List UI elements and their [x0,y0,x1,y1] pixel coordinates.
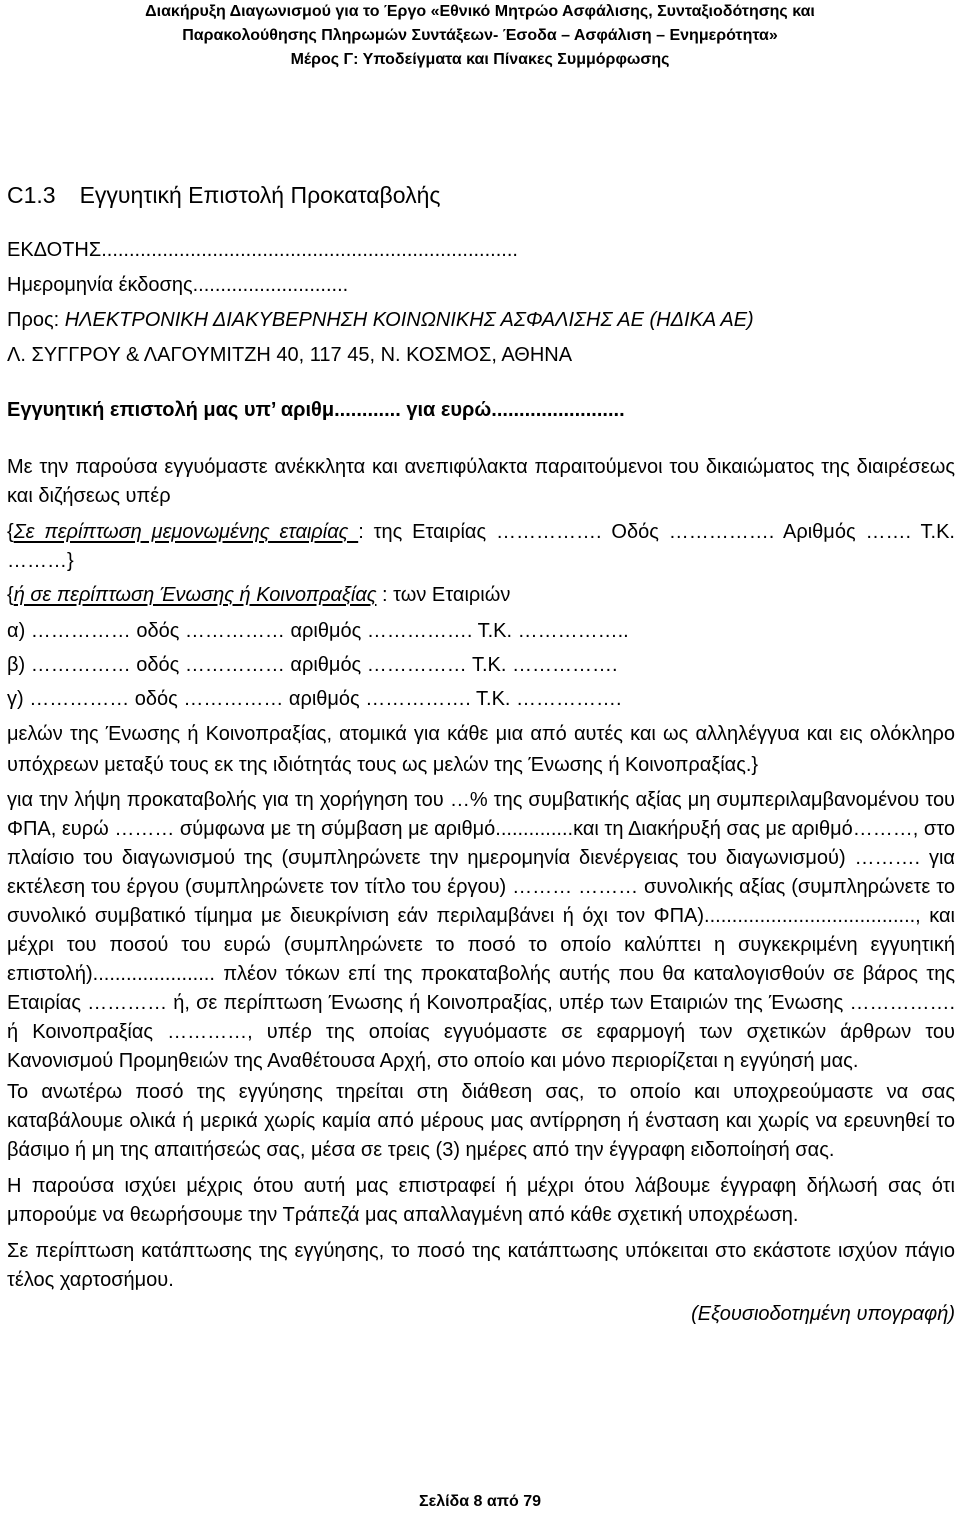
member-line-b: β) …………… οδός …………… αριθμός …………… Τ.Κ. ……………. [7,654,618,676]
members-clause: μελών της Ένωσης ή Κοινοπραξίας, ατομικά για κάθε μια από αυτές και ως αλληλέγγυα και εις ολόκληρο υπόχρεων μεταξύ τους εκ της ιδιότητάς τους ως μελών της Ένωσης ή Κοινοπραξίας.} [7,723,955,776]
section-number: C1.3 [7,182,56,208]
header-title-line-2: Παρακολούθησης Πληρωμών Συντάξεων- Έσοδα – Ασφάλιση – Ενημερότητα» [182,27,778,44]
header-part-line: Μέρος Γ: Υποδείγματα και Πίνακες Συμμόρφωσης [290,51,670,68]
section-title-text: Εγγυητική Επιστολή Προκαταβολής [79,182,441,208]
authorized-signature: (Εξουσιοδοτημένη υπογραφή) [691,1303,955,1325]
member-line-a: α) …………… οδός …………… αριθμός ……………. Τ.Κ. …………….. [7,620,629,642]
single-company-brace: { [7,521,14,543]
single-company-clause [7,518,955,576]
guarantee-body-paragraph: για την λήψη προκαταβολής για τη χορήγηση του …% της συμβατικής αξίας μη συμπεριλαμβανομένου του ΦΠΑ, ευρώ ……… σύμφωνα με τη σύμβαση με αριθμό..............και τη Διακήρυξή σας με αριθμό………, στο πλαίσιο του διαγωνισμού της (συμπληρώνετε την ημερομηνία διενέργειας του διαγωνισμού) ………. για εκτέλεση του έργου (συμπληρώνετε τον τίτλο του έργου) ……… ……… συνολικής αξίας (συμπληρώνετε το συνολικό συμβατικό τίμημα με διευκρίνιση εάν περιλαμβάνει ή όχι τον ΦΠΑ)......................................, και μέχρι του ποσού του ευρώ (συμπληρώνετε το ποσό το οποίο καλύπτει η συγκεκριμένη εγγυητική επιστολή)...................... πλέον τόκων επί της προκαταβολής αυτής που θα καταλογισθούν σε βάρος της Εταιρίας ………… ή, σε περίπτωση Ένωσης ή Κοινοπραξίας, υπέρ των Εταιριών της Ένωσης ……………. ή Κοινοπραξίας …………, υπέρ της οποίας εγγυόμαστε σε εφαρμογή των σχετικών άρθρων του Κανονισμού Προμηθειών της Αναθέτουσα Αρχή, στο οποίο και μόνο περιορίζεται η εγγύησή μας. [7,789,955,1072]
page-number: Σελίδα 8 από 79 [419,1493,541,1510]
recipient-line [7,306,955,334]
document-body [7,180,955,1329]
payment-clause: Το ανωτέρω ποσό της εγγύησης τηρείται στη διάθεση σας, το οποίο και υποχρεούμαστε να σας καταβάλουμε ολικά ή μερικά χωρίς καμία από μέρους μας αντίρρηση ή ένσταση και χωρίς να ερευνηθεί το βάσιμο ή μη της απαιτήσεώς σας, μέσα σε τρεις (3) ημέρες από την έγγραφη ειδοποίησή σας. [7,1081,955,1161]
header-title-line-1: Διακήρυξη Διαγωνισμού για το Έργο «Εθνικό Μητρώο Ασφάλισης, Συνταξιοδότησης και [145,3,815,20]
section-title [7,180,955,210]
validity-clause: Η παρούσα ισχύει μέχρις ότου αυτή μας επιστραφεί ή μέχρι ότου λάβουμε έγγραφη δήλωσή σας ότι μπορούμε να θεωρήσουμε την Τράπεζά μας απαλλαγμένη από κάθε σχετική υποχρέωση. [7,1175,955,1226]
single-company-label: Σε περίπτωση μεμονωμένης εταιρίας [13,521,359,543]
forfeiture-clause: Σε περίπτωση κατάπτωσης της εγγύησης, το ποσό της κατάπτωσης υπόκειται στο εκάστοτε ισχύον πάγιο τέλος χαρτοσήμου. [7,1240,955,1291]
joint-venture-label: ή σε περίπτωση Ένωσης ή Κοινοπραξίας [13,584,377,606]
recipient-address: Λ. ΣΥΓΓΡΟΥ & ΛΑΓΟΥΜΙΤΖΗ 40, 117 45, Ν. ΚΟΣΜΟΣ, ΑΘΗΝΑ [7,344,573,366]
member-line-c: γ) …………… οδός …………… αριθμός ……………. Τ.Κ. ……………. [7,688,622,710]
recipient-label: Προς: [7,309,65,331]
joint-venture-clause [7,581,955,610]
document-header [0,0,960,72]
joint-venture-text: : των Εταιριών [376,584,511,606]
joint-venture-brace: { [7,584,14,606]
single-company-details: : της Εταιρίας ……………. Οδός ……………. Αριθμός ……. Τ.Κ. ………} [7,521,955,572]
recipient-name: ΗΛΕΚΤΡΟΝΙΚΗ ΔΙΑΚΥΒΕΡΝΗΣΗ ΚΟΙΝΩΝΙΚΗΣ ΑΣΦΑΛΙΣΗΣ ΑΕ (ΗΔΙΚΑ ΑΕ) [64,309,754,331]
issue-date-line: Ημερομηνία έκδοσης............................ [7,274,349,296]
issuer-line: ΕΚΔΟΤΗΣ........................................................................... [7,239,518,261]
guarantee-reference: Εγγυητική επιστολή μας υπ’ αριθμ............ για ευρώ........................ [7,399,625,421]
intro-paragraph: Με την παρούσα εγγυόμαστε ανέκκλητα και ανεπιφύλακτα παραιτούμενοι του δικαιώματος της διαιρέσεως και διζήσεως υπέρ [7,456,955,507]
